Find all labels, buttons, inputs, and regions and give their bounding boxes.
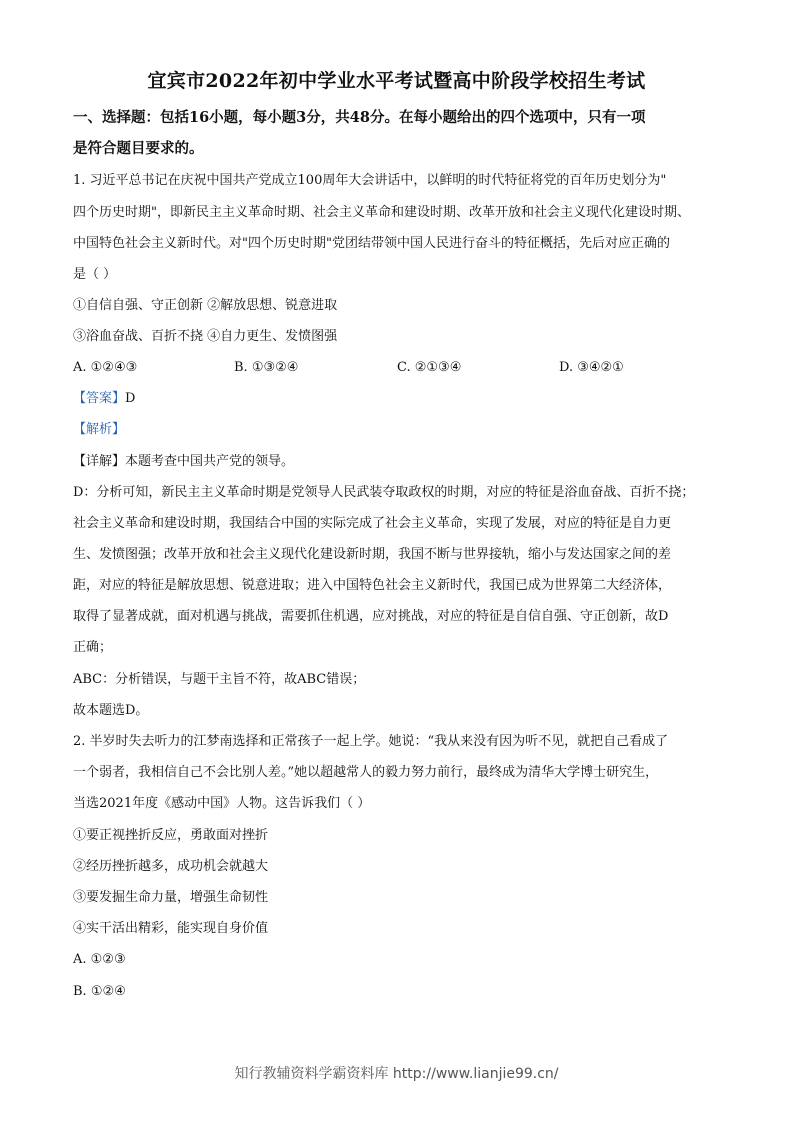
q2-option-a: A. ①②③ — [73, 952, 126, 967]
q1-stem-line-4: 是（ ） — [73, 267, 117, 282]
analysis-tag: 【解析】 — [73, 422, 126, 437]
q1-explanation-line-6: 正确； — [73, 640, 113, 655]
answer-value: D — [125, 391, 136, 406]
q1-explanation-line-2: 社会主义革命和建设时期，我国结合中国的实际完成了社会主义革命，实现了发展，对应的特征是自力更 — [73, 516, 672, 531]
q2-item-line-2: ②经历挫折越多，成功机会就越大 — [73, 859, 269, 874]
q2-stem-line-1: 2. 半岁时失去听力的江梦南选择和正常孩子一起上学。她说：“我从来没有因为听不见，就把自己看成了 — [73, 734, 669, 749]
q1-detail-line — [73, 452, 723, 472]
q2-item-line-4: ④实干活出精彩，能实现自身价值 — [73, 921, 269, 936]
page-title: 宜宾市2022年初中学业水平考试暨高中阶段学校招生考试 — [147, 70, 646, 92]
q2-item-line-3: ③要发掘生命力量，增强生命韧性 — [73, 890, 269, 905]
q1-explanation-line-5: 取得了显著成就，面对机遇与挑战，需要抓住机遇，应对挑战，对应的特征是自信自强、守正创新，故D — [73, 609, 669, 624]
q2-stem-line-3: 当选2021年度《感动中国》人物。这告诉我们（ ） — [73, 796, 371, 811]
q1-explanation-line-8: 故本题选D。 — [73, 703, 149, 718]
q1-explanation-line-4: 距，对应的特征是解放思想、锐意进取；进入中国特色社会主义新时代，我国已成为世界第二大经济体， — [73, 578, 672, 593]
footer-watermark: 知行教辅资料学霸资料库 http://www.lianjie99.cn/ — [234, 1066, 559, 1082]
q2-option-b: B. ①②④ — [73, 984, 126, 999]
q1-explanation-line-1: D：分析可知，新民主主义革命时期是党领导人民武装夺取政权的时期，对应的特征是浴血奋战、百折不挠； — [73, 485, 695, 500]
answer-tag: 【答案】 — [73, 391, 126, 406]
q1-stem-line-2: 四个历史时期"，即新民主主义革命时期、社会主义革命和建设时期、改革开放和社会主义现代化建设时期、 — [73, 205, 690, 220]
q1-item-line-1: ①自信自强、守正创新 ②解放思想、锐意进取 — [73, 298, 338, 313]
section-heading-line-2: 是符合题目要求的。 — [73, 140, 204, 157]
q1-item-line-2: ③浴血奋战、百折不挠 ④自力更生、发愤图强 — [73, 329, 338, 344]
q1-option-c: C. ②①③④ — [397, 360, 462, 375]
q1-stem-line-1: 1. 习近平总书记在庆祝中国共产党成立100周年大会讲话中，以鲜明的时代特征将党的百年历史划分为" — [73, 173, 667, 188]
section-heading-line-1: 一、选择题：包括16小题，每小题3分，共48分。在每小题给出的四个选项中，只有一项 — [73, 109, 646, 126]
detail-tag: 【详解】 — [73, 454, 126, 469]
q1-option-a: A. ①②④③ — [73, 360, 138, 375]
q1-answer-line — [73, 389, 723, 409]
q2-item-line-1: ①要正视挫折反应，勇敢面对挫折 — [73, 828, 269, 843]
q1-explanation-line-7: ABC：分析错误，与题干主旨不符，故ABC错误； — [73, 672, 366, 687]
q1-option-d: D. ③④②① — [559, 360, 624, 375]
q1-analysis-line — [73, 420, 723, 440]
q1-option-b: B. ①③②④ — [234, 360, 299, 375]
q2-stem-line-2: 一个弱者，我相信自己不会比别人差。”她以超越常人的毅力努力前行，最终成为清华大学博士研究生， — [73, 765, 659, 780]
q1-stem-line-3: 中国特色社会主义新时代。对"四个历史时期"党团结带领中国人民进行奋斗的特征概括，先后对应正确的 — [73, 236, 670, 251]
detail-intro: 本题考查中国共产党的领导。 — [125, 454, 295, 469]
q1-explanation-line-3: 生、发愤图强；改革开放和社会主义现代化建设新时期，我国不断与世界接轨，缩小与发达国家之间的差 — [73, 547, 672, 562]
